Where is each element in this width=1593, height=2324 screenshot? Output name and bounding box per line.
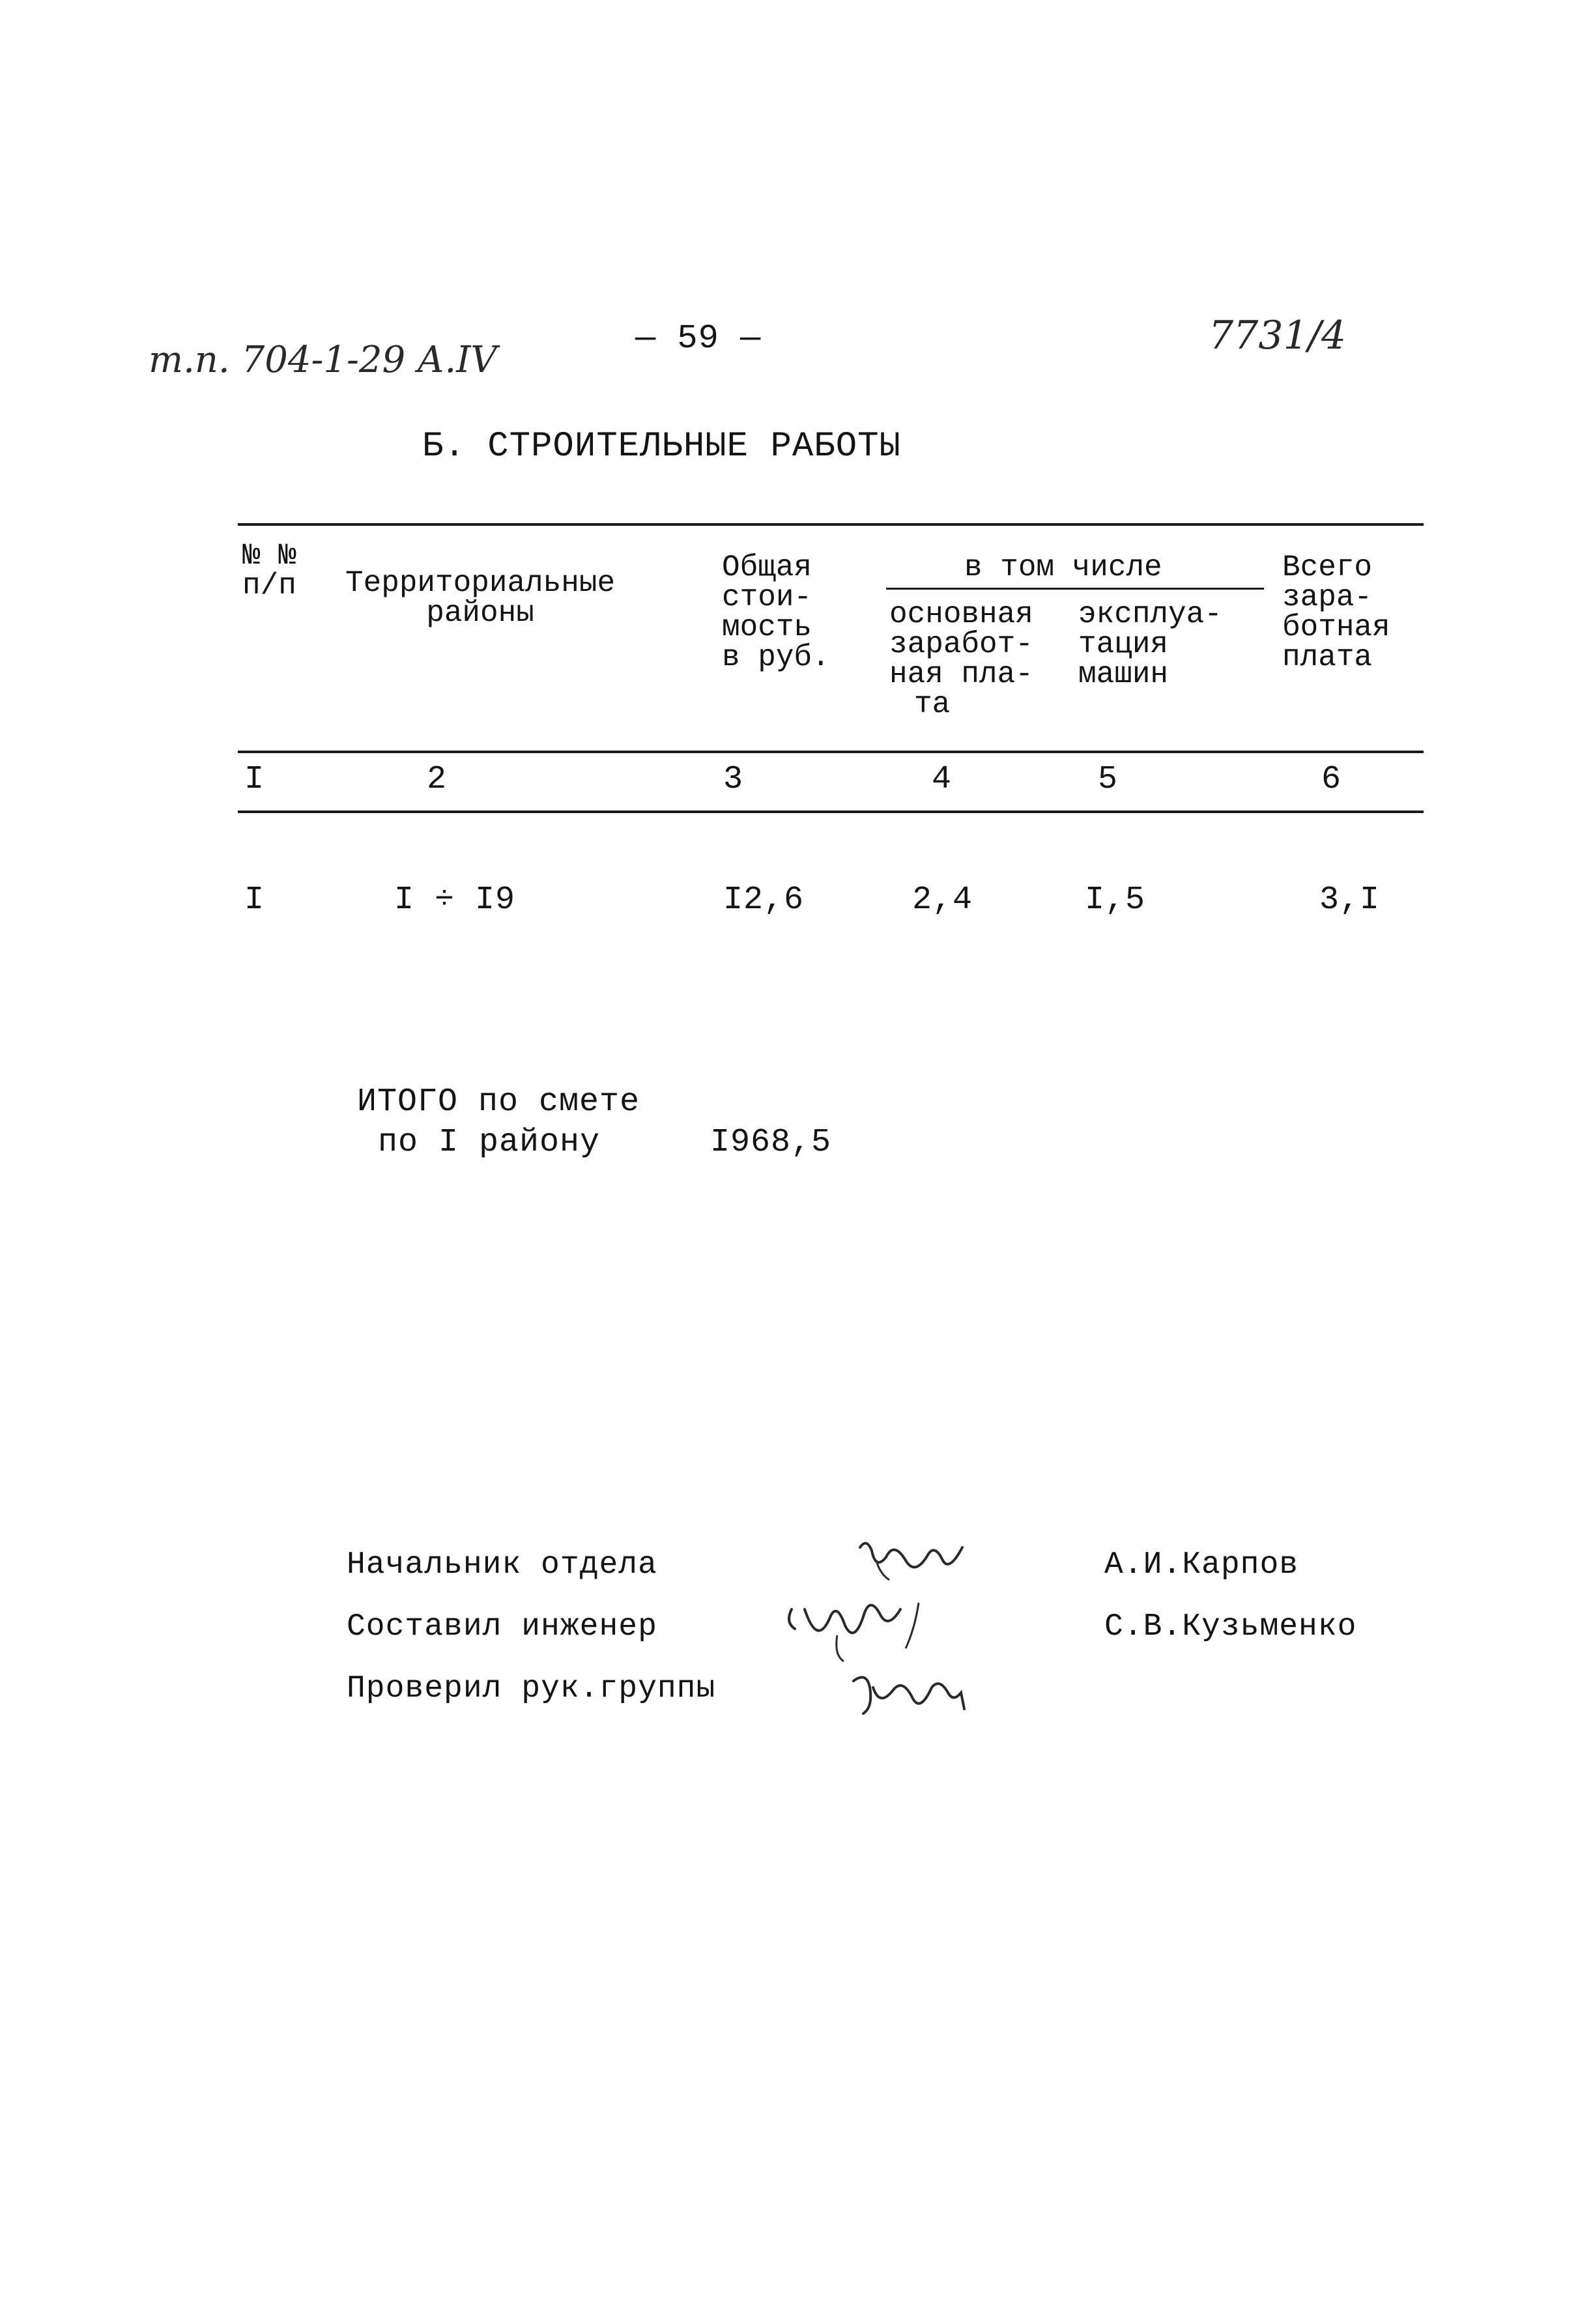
header-wage-line2: заработ- [889,627,1033,661]
header-machines-line3: машин [1078,657,1169,691]
totals-value: I968,5 [710,1124,832,1161]
header-machines [1078,599,1222,689]
row-total-cost: I2,6 [723,882,805,919]
signature-role-checker: Проверил рук.группы [347,1671,716,1706]
signature-kuzmenko-image [779,1590,935,1668]
group-title-underline [886,588,1264,590]
column-number-2: 2 [427,761,448,798]
header-wage-line1: основная [889,597,1033,631]
column-number-3: 3 [723,761,744,798]
signature-name-karpov: А.И.Карпов [1104,1547,1299,1583]
header-district-line2: районы [426,596,534,630]
header-machines-line2: тация [1078,627,1169,661]
column-number-5: 5 [1098,761,1119,798]
header-wage-line3: ная пла- [889,657,1033,691]
column-number-1: I [244,761,265,798]
header-total-wage-line2: зара- [1282,581,1373,614]
table-top-rule [238,523,1424,526]
header-district-line1: Территориальные [345,566,616,600]
header-machines-line1: эксплуа- [1078,597,1222,631]
header-group-title: в том числе [964,551,1162,584]
header-total-wage-line3: ботная [1282,610,1390,644]
header-total-line2: стои- [722,581,812,614]
row-machines: I,5 [1085,882,1146,919]
row-num: I [244,882,265,919]
column-number-4: 4 [932,761,953,798]
totals-label-line1: ИТОГО по смете [357,1083,640,1121]
header-total-cost [722,552,830,672]
row-total-wage: 3,I [1319,882,1381,919]
header-district [345,568,615,628]
signature-role-engineer: Составил инженер [347,1609,657,1644]
header-total-wage [1282,552,1390,672]
header-wage-line4: та [914,687,951,721]
totals-label-line2: по I району [378,1124,601,1161]
signature-name-kuzmenko: С.В.Кузьменко [1104,1609,1357,1644]
signature-zhar-image [847,1668,977,1727]
header-num-line2: п/п [242,569,296,603]
archive-number-note: 7731/4 [1209,313,1347,358]
column-number-6: 6 [1321,761,1342,798]
header-total-line3: мость [722,610,812,644]
section-title: Б. СТРОИТЕЛЬНЫЕ РАБОТЫ [422,427,901,466]
header-total-wage-line4: плата [1282,640,1373,674]
header-num-line1: № № [242,539,296,573]
signature-karpov-image [847,1534,977,1593]
signature-role-head: Начальник отдела [347,1547,657,1583]
header-total-wage-line1: Всего [1282,551,1373,584]
document-code-note: т.п. 704-1-29 А.IV [149,339,497,381]
header-base-wage [889,599,1033,719]
row-base-wage: 2,4 [912,882,973,919]
header-num [242,541,296,601]
row-district: I ÷ I9 [394,882,516,919]
page-number: — 59 — [635,319,762,358]
column-numbers-rule [238,811,1424,813]
header-total-line1: Общая [722,551,812,584]
header-total-line4: в руб. [722,640,830,674]
table-header-rule [238,751,1424,753]
